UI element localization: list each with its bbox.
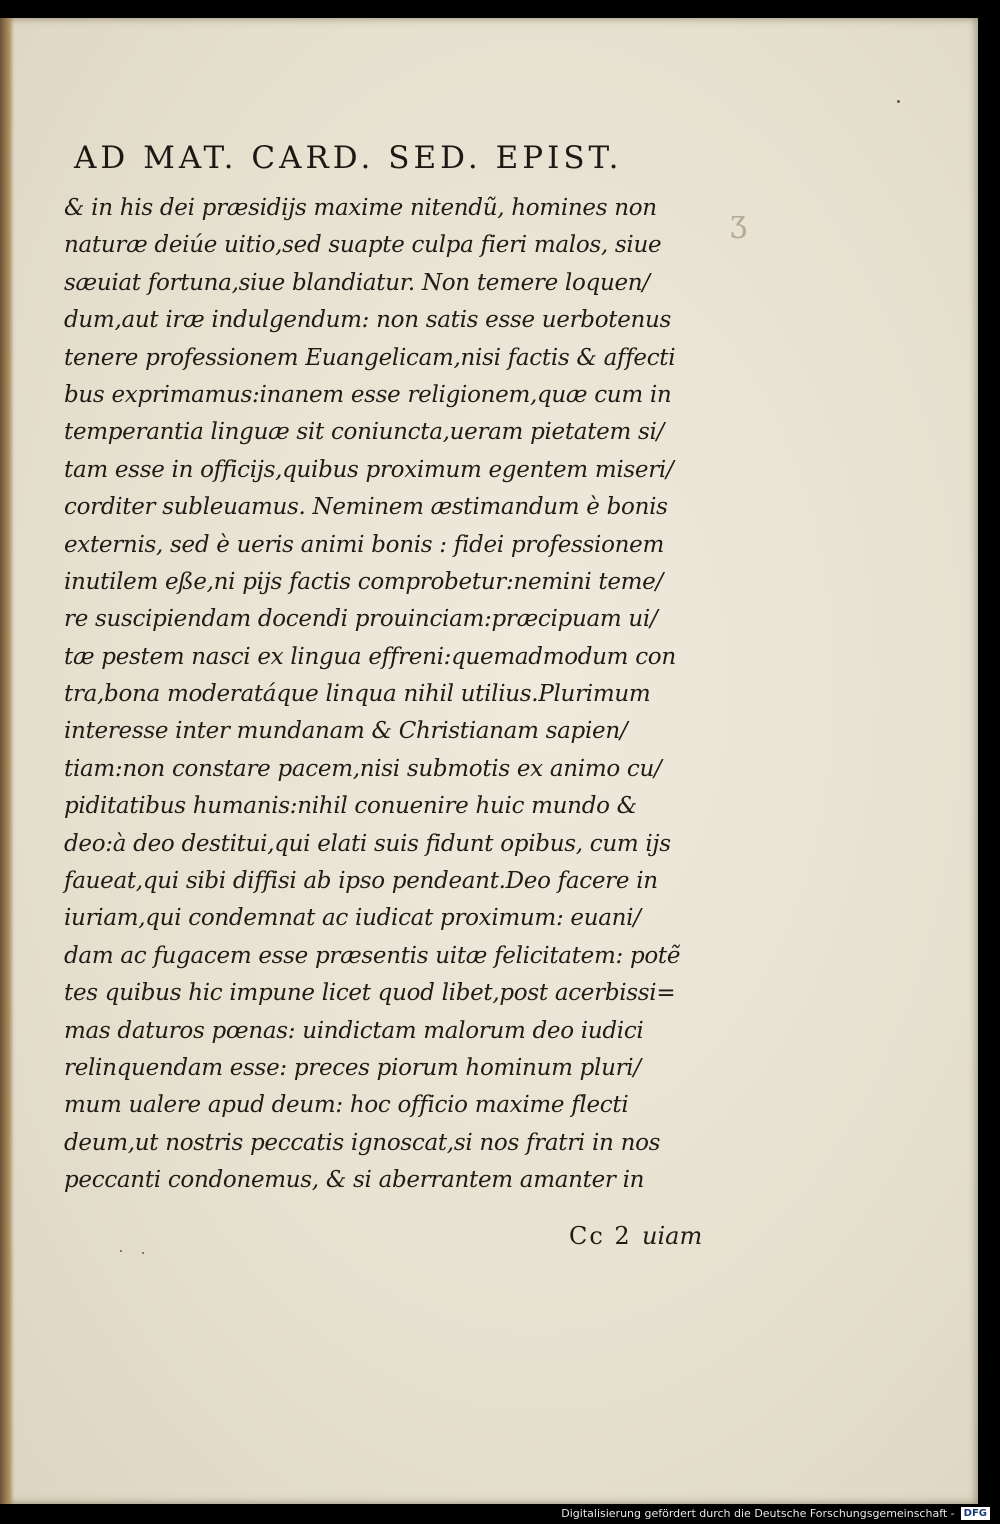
paper-speck [897, 100, 900, 103]
text-line: peccanti condonemus, & si aberrantem amanter in [64, 1167, 645, 1194]
text-line: deum,ut nostris peccatis ignoscat,si nos fratri in nos [64, 1129, 661, 1156]
signature-mark: Cc 2 [569, 1222, 632, 1250]
running-head: AD MAT. CARD. SED. EPIST. [74, 140, 623, 176]
digitization-footer [561, 1505, 990, 1521]
text-line: tæ pestem nasci ex lingua effreni:quemadmodum con [64, 643, 676, 670]
digitization-note: Digitalisierung gefördert durch die Deutsche Forschungsgemeinschaft - [561, 1506, 955, 1520]
margin-mark-icon: ʒ [730, 205, 747, 240]
text-line: interesse inter mundanam & Christianam sapien/ [64, 718, 628, 745]
text-line: tam esse in officijs,quibus proximum egentem miseri/ [64, 456, 674, 483]
text-line: & in his dei præsidijs maxime nitendũ, homines non [64, 195, 657, 221]
text-line: faueat,qui sibi diffisi ab ipso pendeant.Deo facere in [64, 868, 658, 895]
text-line: sæuiat fortuna,siue blandiatur. Non temere loquen/ [64, 269, 650, 296]
text-line: mas daturos pœnas: uindictam malorum deo iudici [64, 1017, 644, 1044]
text-line: inutilem eße,ni pijs factis comprobetur:nemini teme/ [64, 568, 663, 595]
text-line: temperantia linguæ sit coniuncta,ueram pietatem si/ [64, 419, 664, 446]
text-line: re suscipiendam docendi prouinciam:præcipuam ui/ [64, 606, 658, 633]
text-line: iuriam,qui condemnat ac iudicat proximum: euani/ [64, 905, 641, 932]
text-line: tenere professionem Euangelicam,nisi factis & affecti [64, 344, 676, 371]
text-line: deo:à deo destitui,qui elati suis fidunt opibus, cum ijs [64, 830, 671, 857]
text-line: mum ualere apud deum: hoc officio maxime flecti [64, 1092, 629, 1119]
page-foot [64, 1222, 704, 1258]
text-line: externis, sed è ueris animi bonis : fidei professionem [64, 531, 664, 558]
text-line: dum,aut iræ indulgendum: non satis esse uerbotenus [64, 307, 672, 334]
text-line: tes quibus hic impune licet quod libet,post acerbissi= [64, 980, 676, 1007]
text-line: dam ac fugacem esse præsentis uitæ felicitatem: potẽ [64, 942, 681, 969]
binding-gutter [0, 18, 14, 1504]
text-line: relinquendam esse: preces piorum hominum pluri/ [64, 1054, 641, 1081]
dfg-logo: DFG [961, 1507, 990, 1520]
catchword: uiam [642, 1222, 703, 1250]
text-block [64, 190, 704, 1200]
text-line: corditer subleuamus. Neminem æstimandum è bonis [64, 494, 668, 521]
text-line: piditatibus humanis:nihil conuenire huic mundo & [64, 793, 637, 820]
text-line: tiam:non constare pacem,nisi submotis ex animo cu/ [64, 755, 662, 782]
text-line: naturæ deiúe uitio,sed suapte culpa fieri malos, siue [64, 232, 662, 259]
text-line: tra,bona moderatáque linqua nihil utilius.Plurimum [64, 681, 651, 708]
text-line: bus exprimamus:inanem esse religionem,quæ cum in [64, 381, 672, 408]
